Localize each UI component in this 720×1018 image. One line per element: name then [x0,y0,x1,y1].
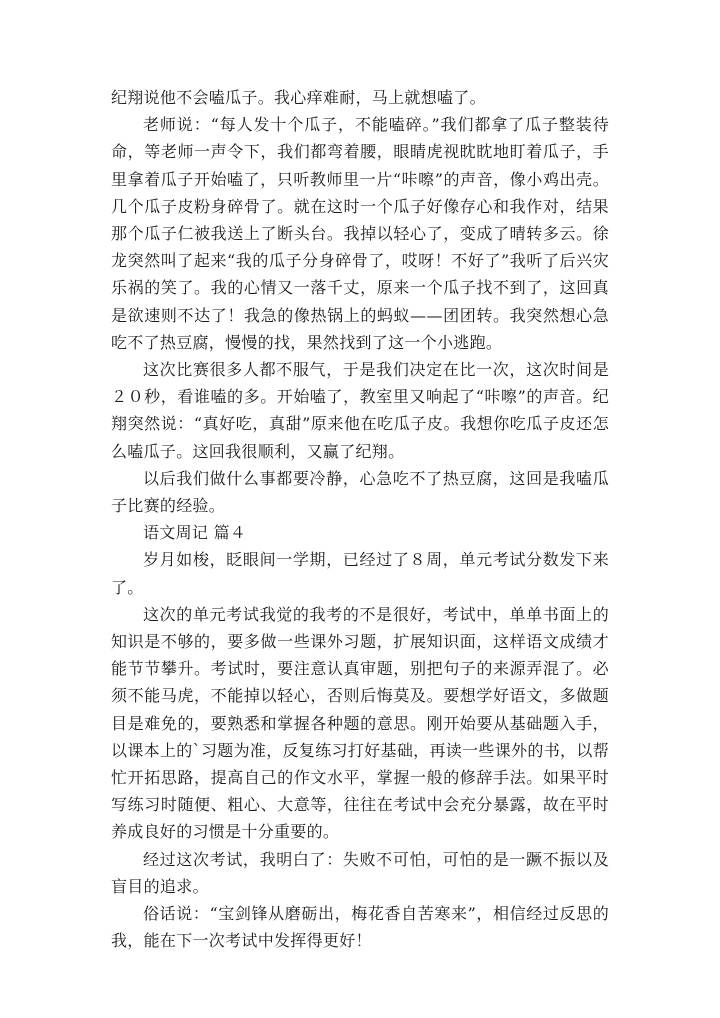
paragraph: 俗话说：“宝剑锋从磨砺出，梅花香自苦寒来”，相信经过反思的我，能在下一次考试中发挥得更好！ [111,904,609,951]
paragraph: 以后我们做什么事都要冷静，心急吃不了热豆腐，这回是我嗑瓜子比赛的经验。 [111,468,609,516]
document-body [111,84,609,955]
paragraph: 这次比赛很多人都不服气，于是我们决定在比一次，这次时间是２０秒，看谁嗑的多。开始嗑了，教室里又响起了“咔嚓”的声音。纪翔突然说：“真好吃，真甜”原来他在吃瓜子皮。我想你吃瓜子皮还怎么嗑瓜子。这回我很顺利，又赢了纪翔。 [111,360,609,461]
paragraph: 岁月如梭，眨眼间一学期，已经过了８周，单元考试分数发下来了。 [111,550,609,597]
paragraph: 这次的单元考试我觉的我考的不是很好，考试中，单单书面上的知识是不够的，要多做一些课外习题，扩展知识面，这样语文成绩才能节节攀升。考试时，要注意认真审题，别把句子的来源弄混了。必须不能马虎，不能掉以轻心，否则后悔莫及。要想学好语文，多做题目是难免的，要熟悉和掌握各种题的意思。刚开始要从基础题入手，以课本上的`习题为准，反复练习打好基础，再读一些课外的书，以帮忙开拓思路，提高自己的作文水平，掌握一般的修辞手法。如果平时写练习时随便、粗心、大意等，往往在考试中会充分暴露，故在平时养成良好的习惯是十分重要的。 [111,604,609,842]
paragraph: 经过这次考试，我明白了：失败不可怕，可怕的是一蹶不振以及盲目的追求。 [111,849,609,896]
section-heading: 语文周记 篇４ [143,523,247,543]
paragraph: 老师说：“每人发十个瓜子，不能嗑碎。”我们都拿了瓜子整装待命，等老师一声令下，我们都弯着腰，眼睛虎视眈眈地盯着瓜子，手里拿着瓜子开始嗑了，只听教师里一片“咔嚓”的声音，像小鸡出壳。几个瓜子皮粉身碎骨了。就在这时一个瓜子好像存心和我作对，结果那个瓜子仁被我送上了断头台。我掉以轻心了，变成了晴转多云。徐龙突然叫了起来“我的瓜子分身碎骨了，哎呀！不好了”我听了后兴灾乐祸的笑了。我的心情又一落千丈，原来一个瓜子找不到了，这回真是欲速则不达了！我急的像热锅上的蚂蚁——团团转。我突然想心急吃不了热豆腐，慢慢的找，果然找到了这一个小逃跑。 [111,115,609,352]
paragraph: 纪翔说他不会嗑瓜子。我心痒难耐，马上就想嗑了。 [111,88,486,107]
